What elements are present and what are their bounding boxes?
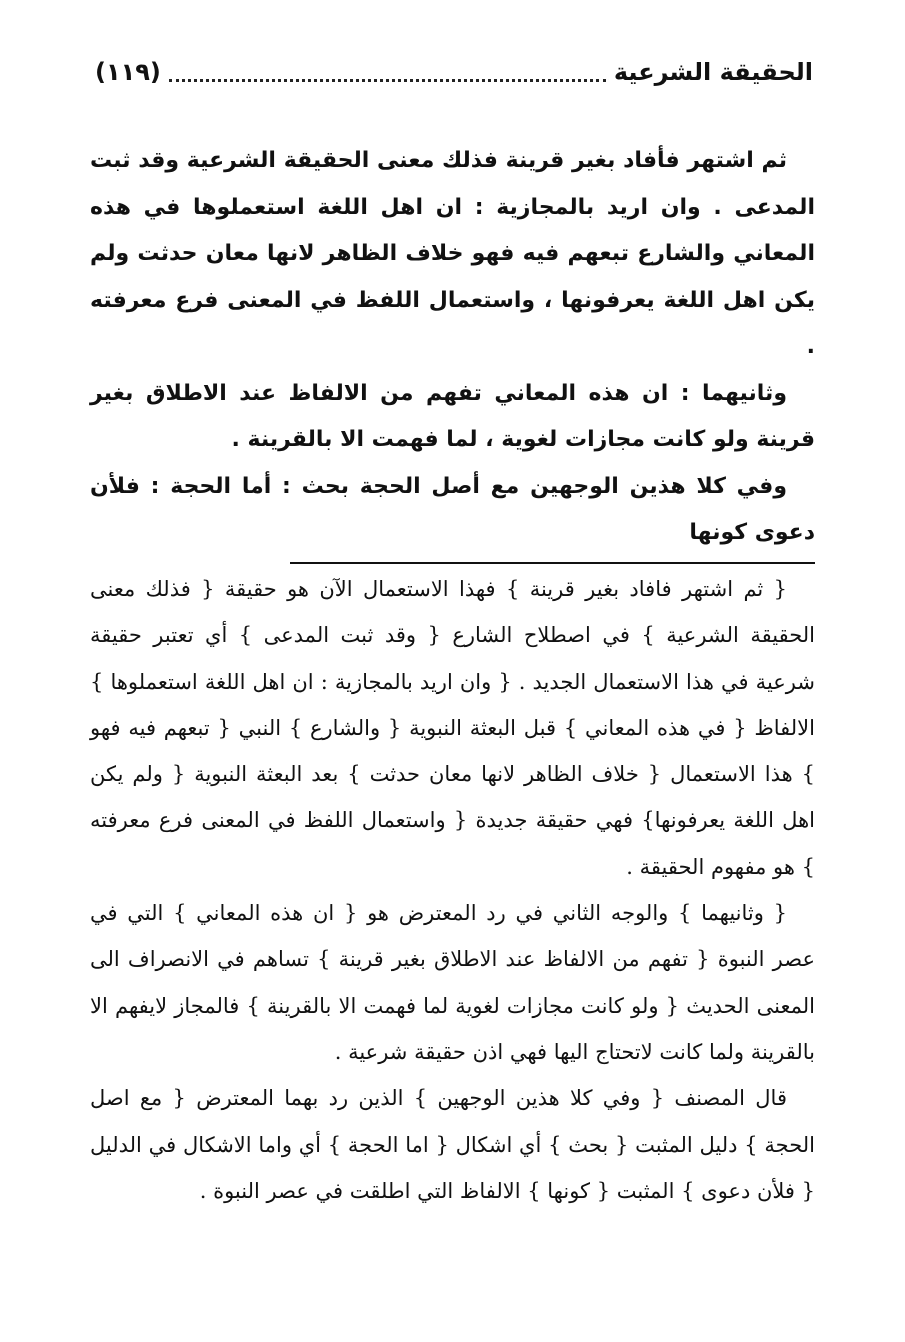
page-number: (١١٩)	[95, 58, 161, 86]
main-text	[90, 138, 815, 557]
main-paragraph: وثانيهما : ان هذه المعاني تفهم من الالفاظ عند الاطلاق بغير قرينة ولو كانت مجازات لغوية ، لما فهمت الا بالقرينة .	[90, 380, 815, 452]
header-dotted-leader	[169, 79, 606, 82]
commentary-paragraph: { وثانيهما } والوجه الثاني في رد المعترض هو { ان هذه المعاني } التي في عصر النبوة { تفهم من الالفاظ عند الاطلاق بغير قرينة } تساهم في الانصراف الى المعنى الحديث { ولو كانت مجازات لغوية لما فهمت الا بالقرينة } فالمجاز لايفهم الا بالقرينة ولما كانت لاتحتاج اليها فهي اذن حقيقة شرعية .	[90, 901, 815, 1064]
commentary-paragraph: قال المصنف { وفي كلا هذين الوجهين } الذين رد بهما المعترض { مع اصل الحجة } دليل المثبت { بحث } أي اشكال { اما الحجة } أي واما الاشكال في الدليل { فلأن دعوى } المثبت { كونها } الالفاظ التي اطلقت في عصر النبوة .	[90, 1086, 815, 1203]
commentary-text	[90, 566, 815, 1214]
separator-rule	[290, 562, 815, 564]
page-header	[95, 52, 813, 92]
main-paragraph: وفي كلا هذين الوجهين مع أصل الحجة بحث : أما الحجة : فلأن دعوى كونها	[90, 473, 815, 545]
commentary-paragraph: { ثم اشتهر فافاد بغير قرينة } فهذا الاستعمال الآن هو حقيقة { فذلك معنى الحقيقة الشرعية } في اصطلاح الشارع { وقد ثبت المدعى } أي تعتبر حقيقة شرعية في هذا الاستعمال الجديد . { وان اريد بالمجازية : ان اهل اللغة استعملوها } الالفاظ { في هذه المعاني } قبل البعثة النبوية { والشارع } النبي { تبعهم فيه فهو } هذا الاستعمال { خلاف الظاهر لانها معان حدثت } بعد البعثة النبوية { ولم يكن اهل اللغة يعرفونها} فهي حقيقة جديدة { واستعمال اللفظ في المعنى فرع معرفته } هو مفهوم الحقيقة .	[90, 577, 815, 879]
main-paragraph: ثم اشتهر فأفاد بغير قرينة فذلك معنى الحقيقة الشرعية وقد ثبت المدعى . وان اريد بالمجازية : ان اهل اللغة استعملوها في هذه المعاني والشارع تبعهم فيه فهو خلاف الظاهر لانها معان حدثت ولم يكن اهل اللغة يعرفونها ، واستعمال اللفظ في المعنى فرع معرفته .	[90, 148, 815, 359]
running-title: الحقيقة الشرعية	[613, 58, 813, 86]
